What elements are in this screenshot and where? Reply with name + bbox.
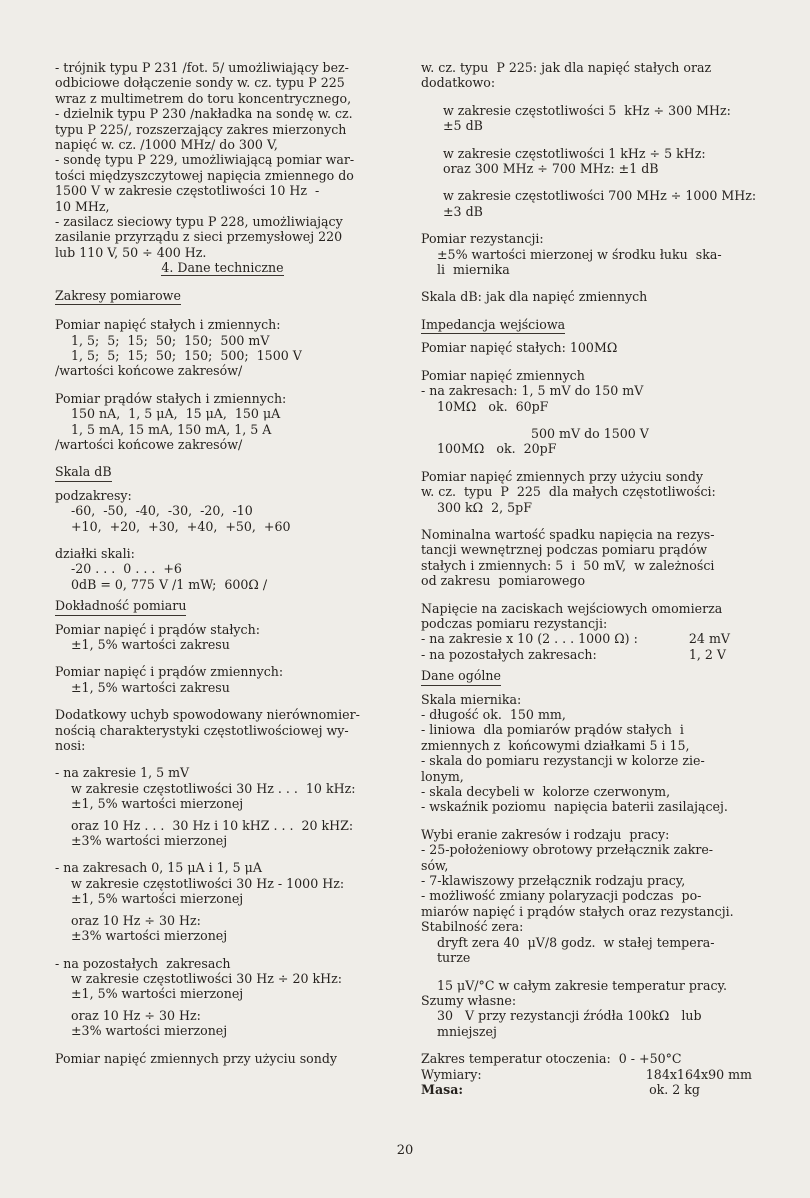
text-line: zasilanie przyrządu z sieci przemysłowej 220 xyxy=(55,229,343,245)
range-line: oraz 10 Hz ÷ 30 Hz: xyxy=(71,1007,201,1023)
scale-line: - skala do pomiaru rezystancji w kolorze zie- xyxy=(421,753,705,769)
skala-db-section xyxy=(55,464,390,592)
ohmmeter-range-value: 1, 2 V xyxy=(688,646,726,662)
section-title xyxy=(55,260,390,275)
text-line: w. cz. typu P 225: jak dla napięć stałych oraz xyxy=(421,60,712,75)
select-line: - 25-położeniowy obrotowy przełącznik zakre- xyxy=(421,842,714,858)
text-line: napięć w. cz. /1000 MHz/ do 300 V, xyxy=(55,137,278,153)
ohmmeter-row xyxy=(421,631,766,646)
ohmmeter-range-label: - na pozostałych zakresach: xyxy=(421,646,597,662)
zakresy-section xyxy=(55,288,390,453)
dc-head: Pomiar napięć i prądów stałych: xyxy=(55,621,260,637)
dimensions-value: 184x164x90 mm xyxy=(645,1066,752,1082)
range-line: ±1, 5% wartości mierzonej xyxy=(71,986,244,1002)
section-title-text: 4. Dane techniczne xyxy=(161,260,284,276)
nominal-line: Nominalna wartość spadku napięcia na rezys- xyxy=(421,526,715,542)
text-line: 1500 V w zakresie częstotliwości 10 Hz - xyxy=(55,183,320,199)
nominal-line: stałych i zmiennych: 5 i 50 mV, w zależności xyxy=(421,557,715,573)
zero-head: Stabilność zera: xyxy=(421,919,524,935)
page-number: 20 xyxy=(396,1143,414,1158)
ac-head: Pomiar napięć i prądów zmiennych: xyxy=(55,664,284,680)
current-head: Pomiar prądów stałych i zmiennych: xyxy=(55,390,287,406)
impedance-ac-line: 500 mV do 1500 V xyxy=(531,425,649,441)
select-line: - możliwość zmiany polaryzacji podczas po- xyxy=(421,888,702,904)
ohmmeter-range-value: 24 mV xyxy=(688,631,730,647)
impedance-ac-value: 100MΩ ok. 20pF xyxy=(437,441,557,457)
voltage-line: 1, 5; 5; 15; 50; 150; 500; 1500 V xyxy=(71,347,302,363)
accessories-list xyxy=(55,60,390,260)
ohmmeter-row xyxy=(421,647,766,662)
select-line: sów, xyxy=(421,857,449,873)
text-line: tości międzyszczytowej napięcia zmiennego do xyxy=(55,167,354,183)
temperature-line: Zakres temperatur otoczenia: 0 - +50°C xyxy=(421,1051,682,1067)
general-heading: Dane ogólne xyxy=(421,668,501,685)
division-line: 0dB = 0, 775 V /1 mW; 600Ω / xyxy=(71,576,268,592)
extra-line: nością charakterystyki częstotliwościowej wy- xyxy=(55,722,349,738)
select-line: miarów napięć i prądów stałych oraz rezystancji. xyxy=(421,903,734,919)
text-line: 10 MHz, xyxy=(55,198,110,214)
scale-line: - liniowa dla pomiarów prądów stałych i xyxy=(421,722,684,738)
voltage-line: 1, 5; 5; 15; 50; 150; 500 mV xyxy=(71,332,270,348)
range-line: ±3% wartości mierzonej xyxy=(71,1023,228,1039)
voltage-head: Pomiar napięć stałych i zmiennych: xyxy=(55,317,281,333)
freq-range-value: ±3 dB xyxy=(443,203,483,219)
noise-line: mniejszej xyxy=(437,1023,497,1039)
resistance-line: ±5% wartości mierzonej w środku łuku ska- xyxy=(437,246,722,262)
text-line: typu P 225/, rozszerzający zakres mierzonych xyxy=(55,121,347,137)
zero-line: turze xyxy=(437,950,471,966)
range-head: - na zakresie 1, 5 mV xyxy=(55,765,190,781)
text-line: dodatkowo: xyxy=(421,75,496,91)
current-note: /wartości końcowe zakresów/ xyxy=(55,436,243,452)
noise-head: Szumy własne: xyxy=(421,992,517,1008)
subrange-line: +10, +20, +30, +40, +50, +60 xyxy=(71,518,291,534)
scale-line: - długość ok. 150 mm, xyxy=(421,707,566,722)
general-section xyxy=(421,668,766,1097)
freq-range-value: oraz 300 MHz ÷ 700 MHz: ±1 dB xyxy=(443,161,659,177)
range-line: w zakresie częstotliwości 30 Hz . . . 10 kHz: xyxy=(71,780,356,796)
range-line: w zakresie częstotliwości 30 Hz ÷ 20 kHz: xyxy=(71,970,342,986)
division-line: -20 . . . 0 . . . +6 xyxy=(71,561,182,577)
left-column xyxy=(55,60,390,1066)
text-line: - sondę typu P 229, umożliwiającą pomiar war- xyxy=(55,152,355,168)
freq-range-line: w zakresie częstotliwości 5 kHz ÷ 300 MHz: xyxy=(443,102,731,118)
range-line: w zakresie częstotliwości 30 Hz - 1000 Hz: xyxy=(71,875,345,891)
extra-line: nosi: xyxy=(55,738,86,754)
select-line: Wybi eranie zakresów i rodzaju pracy: xyxy=(421,826,670,842)
subrange-line: -60, -50, -40, -30, -20, -10 xyxy=(71,503,253,519)
range-head: - na pozostałych zakresach xyxy=(55,955,231,971)
scale-line: lonym, xyxy=(421,768,464,784)
skala-db-heading: Skala dB xyxy=(55,464,112,481)
impedance-heading: Impedancja wejściowa xyxy=(421,317,565,334)
impedance-ac-line: - na zakresach: 1, 5 mV do 150 mV xyxy=(421,383,644,399)
select-line: - 7-klawiszowy przełącznik rodzaju pracy, xyxy=(421,873,686,889)
impedance-ac-value: 10MΩ ok. 60pF xyxy=(437,398,549,414)
dimensions-label: Wymiary: xyxy=(421,1066,482,1082)
db-scale-line: Skala dB: jak dla napięć zmiennych xyxy=(421,289,648,305)
freq-range-line: w zakresie częstotliwości 1 kHz ÷ 5 kHz: xyxy=(443,145,706,161)
voltage-note: /wartości końcowe zakresów/ xyxy=(55,363,243,379)
current-line: 1, 5 mA, 15 mA, 150 mA, 1, 5 A xyxy=(71,421,272,437)
impedance-ac-head: Pomiar napięć zmiennych xyxy=(421,367,585,383)
dimensions-row xyxy=(421,1067,766,1082)
ohmmeter-range-label: - na zakresie x 10 (2 . . . 1000 Ω) : xyxy=(421,631,638,647)
extra-line: Dodatkowy uchyb spowodowany nierównomier- xyxy=(55,707,360,723)
accuracy-section xyxy=(55,598,390,1066)
last-line: Pomiar napięć zmiennych przy użyciu sondy xyxy=(55,1050,338,1066)
range-line: ±1, 5% wartości mierzonej xyxy=(71,796,244,812)
nominal-line: od zakresu pomiarowego xyxy=(421,573,586,589)
dc-value: ±1, 5% wartości zakresu xyxy=(71,637,230,652)
mass-value: ok. 2 kg xyxy=(649,1081,700,1097)
ac-value: ±1, 5% wartości zakresu xyxy=(71,679,230,695)
divisions-head: działki skali: xyxy=(55,545,135,561)
probe-line: Pomiar napięć zmiennych przy użyciu sondy xyxy=(421,468,704,484)
subranges-head: podzakresy: xyxy=(55,487,132,503)
mass-label: Masa: xyxy=(421,1081,463,1097)
scale-line: Skala miernika: xyxy=(421,691,522,707)
range-line: oraz 10 Hz . . . 30 Hz i 10 kHZ . . . 20 kHZ: xyxy=(71,817,354,833)
noise-line: 30 V przy rezystancji źródła 100kΩ lub xyxy=(437,1008,702,1024)
range-line: ±3% wartości mierzonej xyxy=(71,833,228,849)
range-line: oraz 10 Hz ÷ 30 Hz: xyxy=(71,912,201,928)
zero-line: 15 μV/°C w całym zakresie temperatur pracy. xyxy=(437,977,727,993)
probe-line: w. cz. typu P 225 dla małych częstotliwości: xyxy=(421,484,716,500)
range-line: ±3% wartości mierzonej xyxy=(71,928,228,944)
zakresy-heading: Zakresy pomiarowe xyxy=(55,288,181,305)
scale-line: zmiennych z końcowymi działkami 5 i 15, xyxy=(421,737,690,753)
text-line: - trójnik typu P 231 /fot. 5/ umożliwiający bez- xyxy=(55,60,349,75)
current-line: 150 nA, 1, 5 μA, 15 μA, 150 μA xyxy=(71,406,281,422)
ohmmeter-line: Napięcie na zaciskach wejściowych omomierza xyxy=(421,600,723,616)
zero-line: dryft zera 40 μV/8 godz. w stałej tempera- xyxy=(437,934,715,950)
resistance-line: li miernika xyxy=(437,262,510,278)
text-line: - zasilacz sieciowy typu P 228, umożliwiający xyxy=(55,214,343,230)
text-line: wraz z multimetrem do toru koncentrycznego, xyxy=(55,90,352,106)
accuracy-heading: Dokładność pomiaru xyxy=(55,598,186,615)
impedance-dc: Pomiar napięć stałych: 100MΩ xyxy=(421,340,618,356)
impedance-section xyxy=(421,317,766,662)
resistance-head: Pomiar rezystancji: xyxy=(421,231,544,247)
range-line: ±1, 5% wartości mierzonej xyxy=(71,891,244,907)
right-column xyxy=(421,60,766,1097)
scale-line: - skala decybeli w kolorze czerwonym, xyxy=(421,784,671,800)
scale-line: - wskaźnik poziomu napięcia baterii zasilającej. xyxy=(421,799,728,815)
range-head: - na zakresach 0, 15 μA i 1, 5 μA xyxy=(55,860,262,876)
probe-value: 300 kΩ 2, 5pF xyxy=(437,499,532,515)
text-line: odbiciowe dołączenie sondy w. cz. typu P 225 xyxy=(55,75,345,91)
freq-range-value: ±5 dB xyxy=(443,118,483,134)
text-line: - dzielnik typu P 230 /nakładka na sondę w. cz. xyxy=(55,106,353,122)
freq-range-line: w zakresie częstotliwości 700 MHz ÷ 1000 MHz: xyxy=(443,188,757,204)
text-line: lub 110 V, 50 ÷ 400 Hz. xyxy=(55,244,207,260)
mass-row xyxy=(421,1082,766,1097)
ohmmeter-line: podczas pomiaru rezystancji: xyxy=(421,615,608,631)
nominal-line: tancji wewnętrznej podczas pomiaru prądów xyxy=(421,542,708,558)
